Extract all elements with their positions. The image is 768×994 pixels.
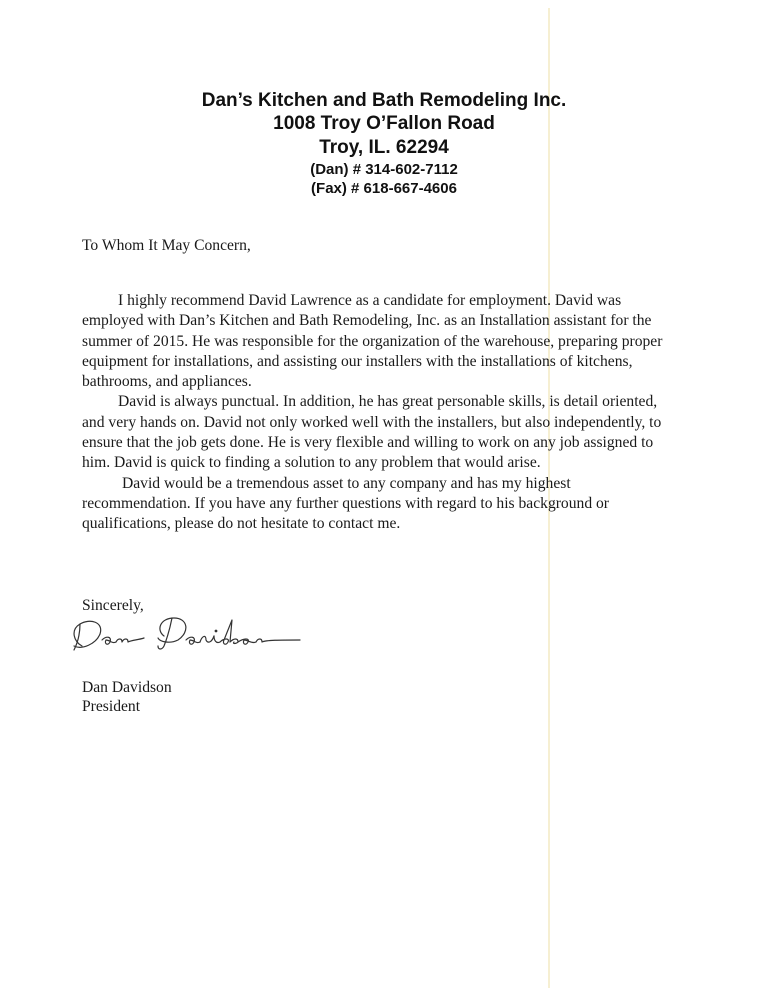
company-name: Dan’s Kitchen and Bath Remodeling Inc. [201, 90, 567, 111]
paragraph-qualities: David is always punctual. In addition, he has great personable skills, is detail oriented, and very hands on. David not only worked well with the installers, but also independently, to ensure that the job gets done. He is very flexible and willing to work on any job assigned to him. David is quick to finding a solution to any problem that would arise. [82, 393, 662, 472]
paragraph-conclusion: David would be a tremendous asset to any company and has my highest recommendation. If you have any further questions with regard to his background or qualifications, please do not hesitate to contact me. [82, 474, 610, 533]
company-city: Troy, IL. 62294 [319, 137, 449, 158]
signer-title: President [82, 698, 141, 715]
company-address: 1008 Troy O’Fallon Road [273, 113, 495, 134]
letterhead [0, 90, 768, 198]
letter-body [82, 291, 682, 535]
handwritten-signature [60, 606, 310, 662]
company-phone: (Dan) # 314-602-7112 [310, 161, 458, 178]
company-fax: (Fax) # 618-667-4606 [311, 180, 457, 197]
signer-name: Dan Davidson [82, 679, 172, 696]
closing: Sincerely, [82, 597, 144, 614]
paragraph-recommendation: I highly recommend David Lawrence as a candidate for employment. David was employed with Dan’s Kitchen and Bath Remodeling, Inc. as an Installation assistant for the summer of 2015. He was responsible for the organization of the warehouse, preparing proper equipment for installations, and assisting our installers with the installations of kitchens, bathrooms, and appliances. [82, 292, 663, 391]
salutation: To Whom It May Concern, [82, 237, 251, 254]
signer-block [82, 678, 682, 716]
